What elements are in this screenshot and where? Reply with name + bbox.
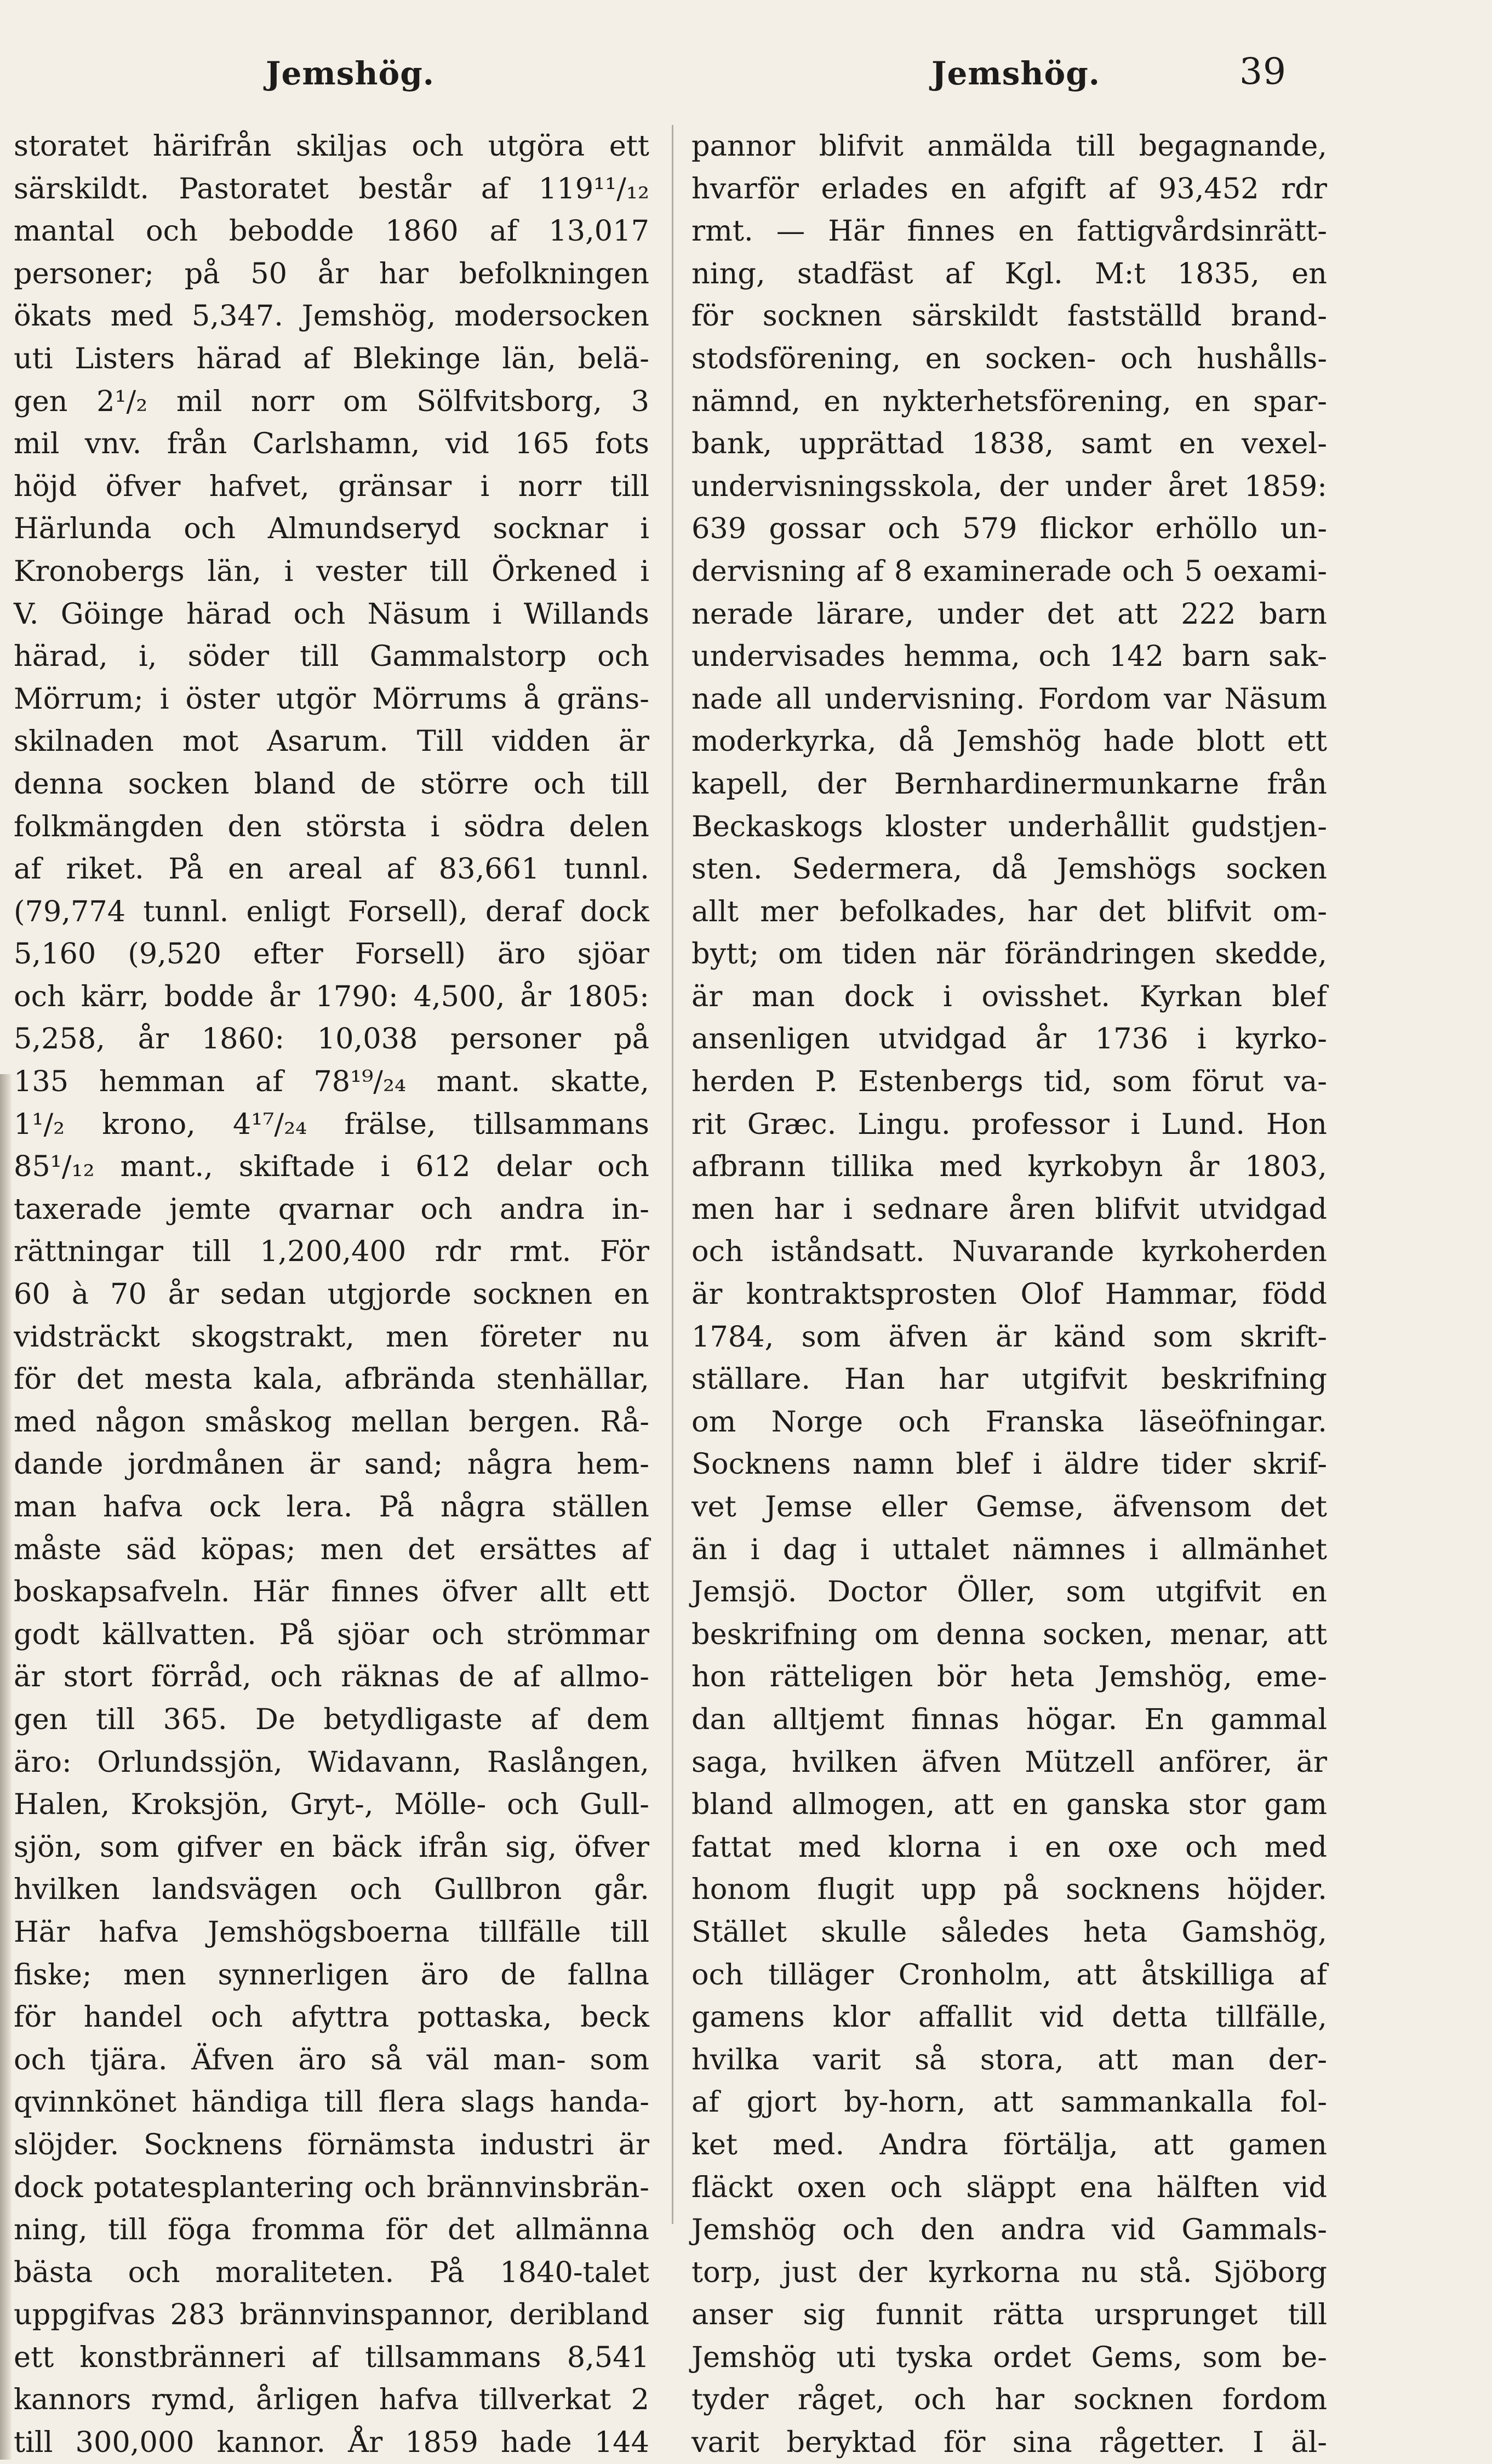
text-line: fattat med klorna i en oxe och med (691, 1830, 1327, 1864)
text-line: V. Göinge härad och Näsum i Willands (14, 597, 649, 631)
text-line: Beckaskogs kloster underhållit gudstjen- (691, 809, 1327, 843)
text-line: kapell, der Bernhardinermunkarne från (691, 767, 1327, 801)
text-line: qvinnkönet händiga till flera slags handa- (14, 2085, 649, 2119)
text-line: fiske; men synnerligen äro de fallna (14, 1958, 649, 1992)
text-line: boskapsafveln. Här finnes öfver allt ett (14, 1575, 649, 1609)
text-line: Kronobergs län, i vester till Örkened i (14, 554, 649, 588)
text-line: äro: Orlundssjön, Widavann, Raslången, (14, 1745, 649, 1779)
text-line: vidsträckt skogstrakt, men företer nu (14, 1320, 649, 1354)
text-line: dan alltjemt finnas högar. En gammal (691, 1702, 1327, 1736)
text-line: torp, just der kyrkorna nu stå. Sjöborg (691, 2255, 1327, 2289)
text-line: rättningar till 1,200,400 rdr rmt. För (14, 1235, 649, 1269)
text-line: rmt. — Här finnes en fattigvårdsinrätt- (691, 214, 1327, 248)
text-line: denna socken bland de större och till (14, 767, 649, 801)
text-line: till 300,000 kannor. År 1859 hade 144 (14, 2426, 649, 2460)
text-line: Socknens namn blef i äldre tider skrif- (691, 1447, 1327, 1481)
text-line: Halen, Kroksjön, Gryt-, Mölle- och Gull- (14, 1788, 649, 1822)
text-line: rit Græc. Lingu. professor i Lund. Hon (691, 1107, 1327, 1141)
text-line: herden P. Estenbergs tid, som förut va- (691, 1065, 1327, 1099)
text-line: fläckt oxen och släppt ena hälften vid (691, 2170, 1327, 2204)
text-line: nerade lärare, under det att 222 barn (691, 597, 1327, 631)
text-line: med någon småskog mellan bergen. Rå- (14, 1405, 649, 1439)
text-line: 5,258, år 1860: 10,038 personer på (14, 1022, 649, 1056)
page-number: 39 (1239, 50, 1287, 93)
text-line: storatet härifrån skiljas och utgöra ett (14, 129, 649, 163)
text-line: 1¹/₂ krono, 4¹⁷/₂₄ frälse, tillsammans (14, 1107, 649, 1141)
text-line: godt källvatten. På sjöar och strömmar (14, 1617, 649, 1651)
text-line: 60 à 70 år sedan utgjorde socknen en (14, 1277, 649, 1311)
text-line: vet Jemse eller Gemse, äfvensom det (691, 1490, 1327, 1524)
text-line: gen till 365. De betydligaste af dem (14, 1702, 649, 1736)
text-line: folkmängden den största i södra delen (14, 809, 649, 843)
text-line: för socknen särskildt fastställd brand- (691, 299, 1327, 333)
right-text-column (691, 125, 1327, 2464)
text-line: måste säd köpas; men det ersättes af (14, 1532, 649, 1566)
text-line: varit beryktad för sina rågetter. I äl- (691, 2426, 1327, 2460)
page-edge-shadow (0, 1074, 12, 2460)
text-line: Jemsjö. Doctor Öller, som utgifvit en (691, 1575, 1327, 1609)
text-line: och tjära. Äfven äro så väl man- som (14, 2043, 649, 2077)
text-line: bytt; om tiden när förändringen skedde, (691, 937, 1327, 971)
text-line: (79,774 tunnl. enligt Forsell), deraf dock (14, 894, 649, 928)
text-line: undervisningsskola, der under året 1859: (691, 469, 1327, 503)
text-line: dande jordmånen är sand; några hem- (14, 1447, 649, 1481)
text-line: personer; på 50 år har befolkningen (14, 256, 649, 290)
text-line: är stort förråd, och räknas de af allmo- (14, 1660, 649, 1694)
text-line: Härlunda och Almundseryd socknar i (14, 512, 649, 546)
text-line: sjön, som gifver en bäck ifrån sig, öfver (14, 1830, 649, 1864)
text-line: bland allmogen, att en ganska stor gam (691, 1788, 1327, 1822)
text-line: för det mesta kala, afbrända stenhällar, (14, 1362, 649, 1396)
text-line: skilnaden mot Asarum. Till vidden är (14, 725, 649, 758)
text-line: Jemshög uti tyska ordet Gems, som be- (691, 2340, 1327, 2374)
text-line: man hafva ock lera. På några ställen (14, 1490, 649, 1524)
text-line: om Norge och Franska läseöfningar. (691, 1405, 1327, 1439)
text-line: 85¹/₁₂ mant., skiftade i 612 delar och (14, 1150, 649, 1184)
text-line: ket med. Andra förtälja, att gamen (691, 2128, 1327, 2161)
text-line: slöjder. Socknens förnämsta industri är (14, 2128, 649, 2161)
running-header-right: Jemshög. (931, 55, 1100, 92)
text-line: allt mer befolkades, har det blifvit om- (691, 894, 1327, 928)
text-line: dervisning af 8 examinerade och 5 oexami- (691, 554, 1327, 588)
text-line: och kärr, bodde år 1790: 4,500, år 1805: (14, 979, 649, 1013)
text-line: mantal och bebodde 1860 af 13,017 (14, 214, 649, 248)
text-line: hvarför erlades en afgift af 93,452 rdr (691, 172, 1327, 206)
text-line: stodsförening, en socken- och hushålls- (691, 341, 1327, 375)
text-line: undervisades hemma, och 142 barn sak- (691, 640, 1327, 674)
text-line: 5,160 (9,520 efter Forsell) äro sjöar (14, 937, 649, 971)
text-line: är kontraktsprosten Olof Hammar, född (691, 1277, 1327, 1311)
text-line: ett konstbränneri af tillsammans 8,541 (14, 2340, 649, 2374)
text-line: anser sig funnit rätta ursprunget till (691, 2298, 1327, 2332)
text-line: pannor blifvit anmälda till begagnande, (691, 129, 1327, 163)
text-line: beskrifning om denna socken, menar, att (691, 1617, 1327, 1651)
text-line: härad, i, söder till Gammalstorp och (14, 640, 649, 674)
text-line: mil vnv. från Carlshamn, vid 165 fots (14, 427, 649, 461)
column-divider (672, 125, 673, 2224)
text-line: 639 gossar och 579 flickor erhöllo un- (691, 512, 1327, 546)
text-line: 1784, som äfven är känd som skrift- (691, 1320, 1327, 1354)
text-line: uti Listers härad af Blekinge län, belä- (14, 341, 649, 375)
text-line: tyder råget, och har socknen fordom (691, 2383, 1327, 2417)
text-line: bank, upprättad 1838, samt en vexel- (691, 427, 1327, 461)
text-line: och tilläger Cronholm, att åtskilliga af (691, 1958, 1327, 1992)
running-header-left: Jemshög. (266, 55, 435, 92)
text-line: sten. Sedermera, då Jemshögs socken (691, 852, 1327, 886)
left-text-column (14, 125, 649, 2464)
text-line: hvilken landsvägen och Gullbron går. (14, 1873, 649, 1907)
text-line: hvilka varit så stora, att man der- (691, 2043, 1327, 2077)
text-line: för handel och afyttra pottaska, beck (14, 2000, 649, 2034)
text-line: ökats med 5,347. Jemshög, modersocken (14, 299, 649, 333)
text-line: nämnd, en nykterhetsförening, en spar- (691, 384, 1327, 418)
text-line: än i dag i uttalet nämnes i allmänhet (691, 1532, 1327, 1566)
text-line: nade all undervisning. Fordom var Näsum (691, 682, 1327, 716)
text-line: kannors rymd, årligen hafva tillverkat 2 (14, 2383, 649, 2417)
text-line: hon rätteligen bör heta Jemshög, eme- (691, 1660, 1327, 1694)
text-line: ställare. Han har utgifvit beskrifning (691, 1362, 1327, 1396)
text-line: gamens klor affallit vid detta tillfälle, (691, 2000, 1327, 2034)
text-line: af gjort by-horn, att sammankalla fol- (691, 2085, 1327, 2119)
text-line: dock potatesplantering och brännvinsbrän- (14, 2170, 649, 2204)
text-line: afbrann tillika med kyrkobyn år 1803, (691, 1150, 1327, 1184)
text-line: taxerade jemte qvarnar och andra in- (14, 1192, 649, 1226)
text-line: Mörrum; i öster utgör Mörrums å gräns- (14, 682, 649, 716)
text-line: af riket. På en areal af 83,661 tunnl. (14, 852, 649, 886)
text-line: men har i sednare åren blifvit utvidgad (691, 1192, 1327, 1226)
text-line: särskildt. Pastoratet består af 119¹¹/₁₂ (14, 172, 649, 206)
text-line: Jemshög och den andra vid Gammals- (691, 2213, 1327, 2247)
text-line: ning, stadfäst af Kgl. M:t 1835, en (691, 256, 1327, 290)
text-line: gen 2¹/₂ mil norr om Sölfvitsborg, 3 (14, 384, 649, 418)
text-line: Här hafva Jemshögsboerna tillfälle till (14, 1915, 649, 1949)
text-line: ansenligen utvidgad år 1736 i kyrko- (691, 1022, 1327, 1056)
text-line: saga, hvilken äfven Mützell anförer, är (691, 1745, 1327, 1779)
text-line: ning, till föga fromma för det allmänna (14, 2213, 649, 2247)
text-line: uppgifvas 283 brännvinspannor, deribland (14, 2298, 649, 2332)
text-line: Stället skulle således heta Gamshög, (691, 1915, 1327, 1949)
text-line: moderkyrka, då Jemshög hade blott ett (691, 725, 1327, 758)
text-line: bästa och moraliteten. På 1840-talet (14, 2255, 649, 2289)
text-line: och iståndsatt. Nuvarande kyrkoherden (691, 1235, 1327, 1269)
text-line: höjd öfver hafvet, gränsar i norr till (14, 469, 649, 503)
text-line: är man dock i ovisshet. Kyrkan blef (691, 979, 1327, 1013)
text-line: 135 hemman af 78¹⁹/₂₄ mant. skatte, (14, 1065, 649, 1099)
text-line: honom flugit upp på socknens höjder. (691, 1873, 1327, 1907)
